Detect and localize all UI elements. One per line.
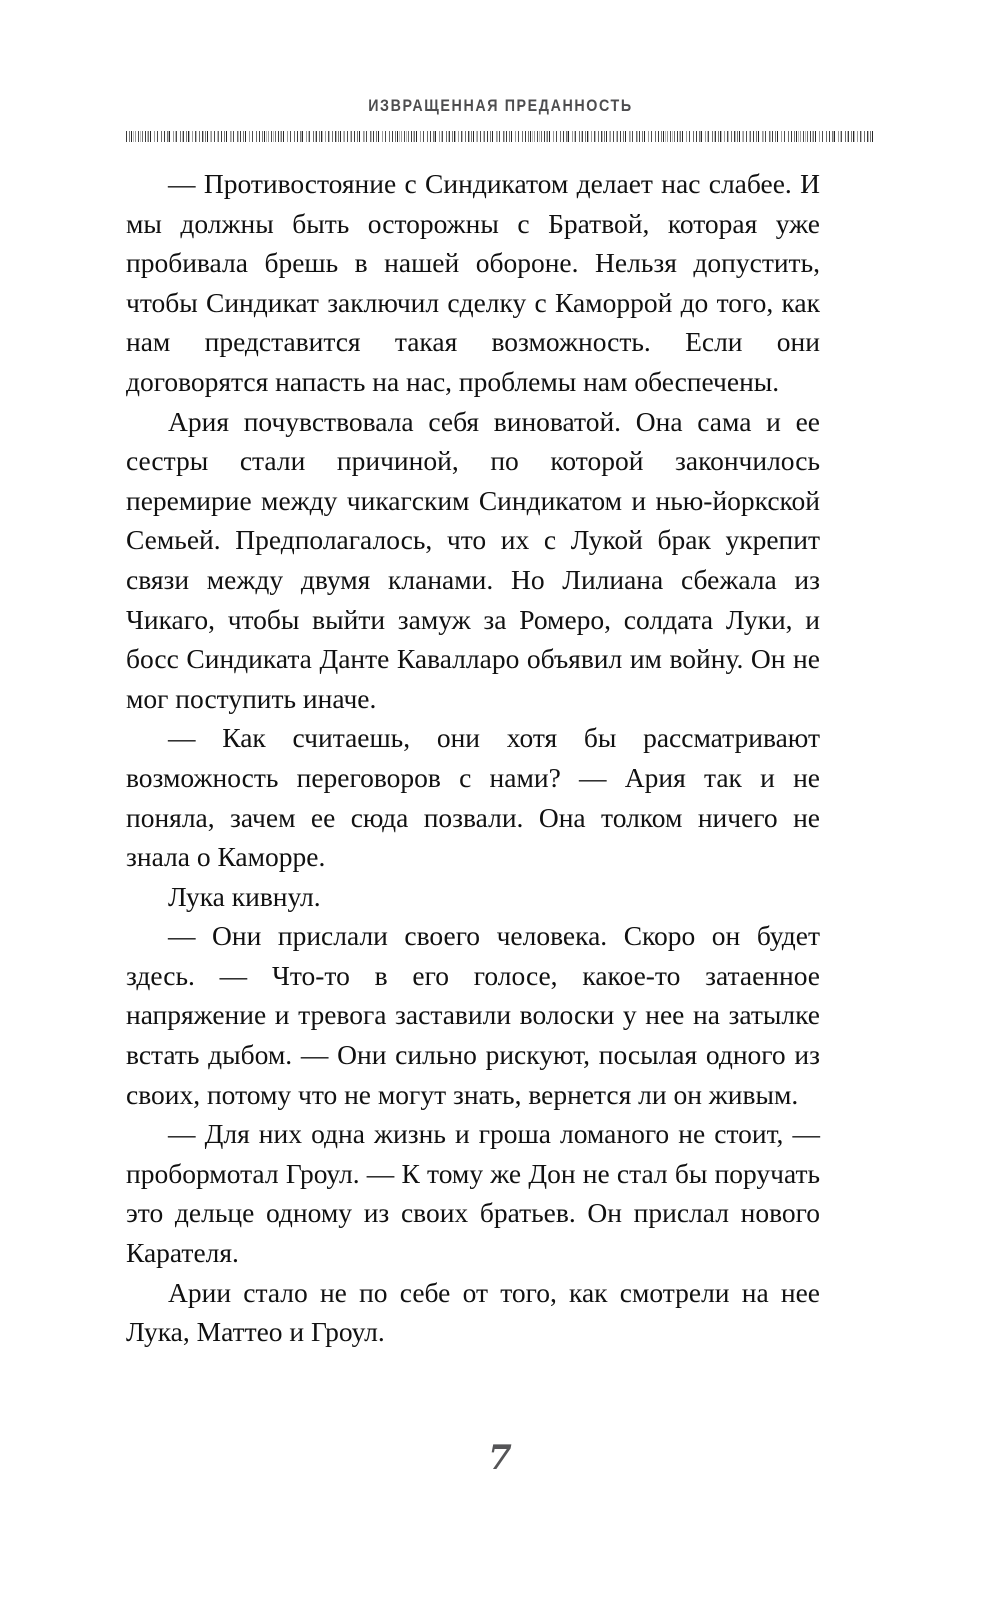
body-text-block (126, 164, 820, 1352)
paragraph: — Противостояние с Синдикатом делает нас слабее. И мы должны быть осторожны с Братвой, которая уже пробивала брешь в нашей обороне. Нельзя допустить, чтобы Синдикат заключил сделку с Каморрой до того, как нам представится такая возможность. Если они договорятся напасть на нас, проблемы нам обеспечены. (126, 168, 820, 397)
page-number: 7 (488, 1438, 512, 1478)
running-head-title: ИЗВРАЩЕННАЯ ПРЕДАННОСТЬ (367, 96, 633, 115)
striped-divider-rule (126, 131, 874, 142)
paragraph: Ария почувствовала себя виноватой. Она сама и ее сестры стали причиной, по которой закончилось перемирие между чикагским Синдикатом и нью-йоркской Семьей. Предполагалось, что их с Лукой брак укрепит связи между двумя кланами. Но Лилиана сбежала из Чикаго, чтобы выйти замуж за Ромеро, солдата Луки, и босс Синдиката Данте Кавалларо объявил им войну. Он не мог поступить иначе. (126, 405, 820, 714)
paragraph: Арии стало не по себе от того, как смотрели на нее Лука, Маттео и Гроул. (126, 1276, 820, 1348)
page-footer (0, 1438, 1000, 1478)
paragraph: — Для них одна жизнь и гроша ломаного не стоит, — пробормотал Гроул. — К тому же Дон не стал бы поручать это дельце одному из своих братьев. Он прислал нового Карателя. (126, 1118, 820, 1269)
paragraph: — Они прислали своего человека. Скоро он будет здесь. — Что-то в его голосе, какое-то затаенное напряжение и тревога заставили волоски у нее на затылке встать дыбом. — Они сильно рискуют, посылая одного из своих, потому что не могут знать, вернется ли он живым. (126, 920, 820, 1110)
paragraph: Лука кивнул. (168, 880, 321, 912)
running-head (126, 96, 874, 116)
paragraph: — Как считаешь, они хотя бы рассматривают возможность переговоров с нами? — Ария так и не поняла, зачем ее сюда позвали. Она толком ничего не знала о Каморре. (126, 722, 820, 873)
